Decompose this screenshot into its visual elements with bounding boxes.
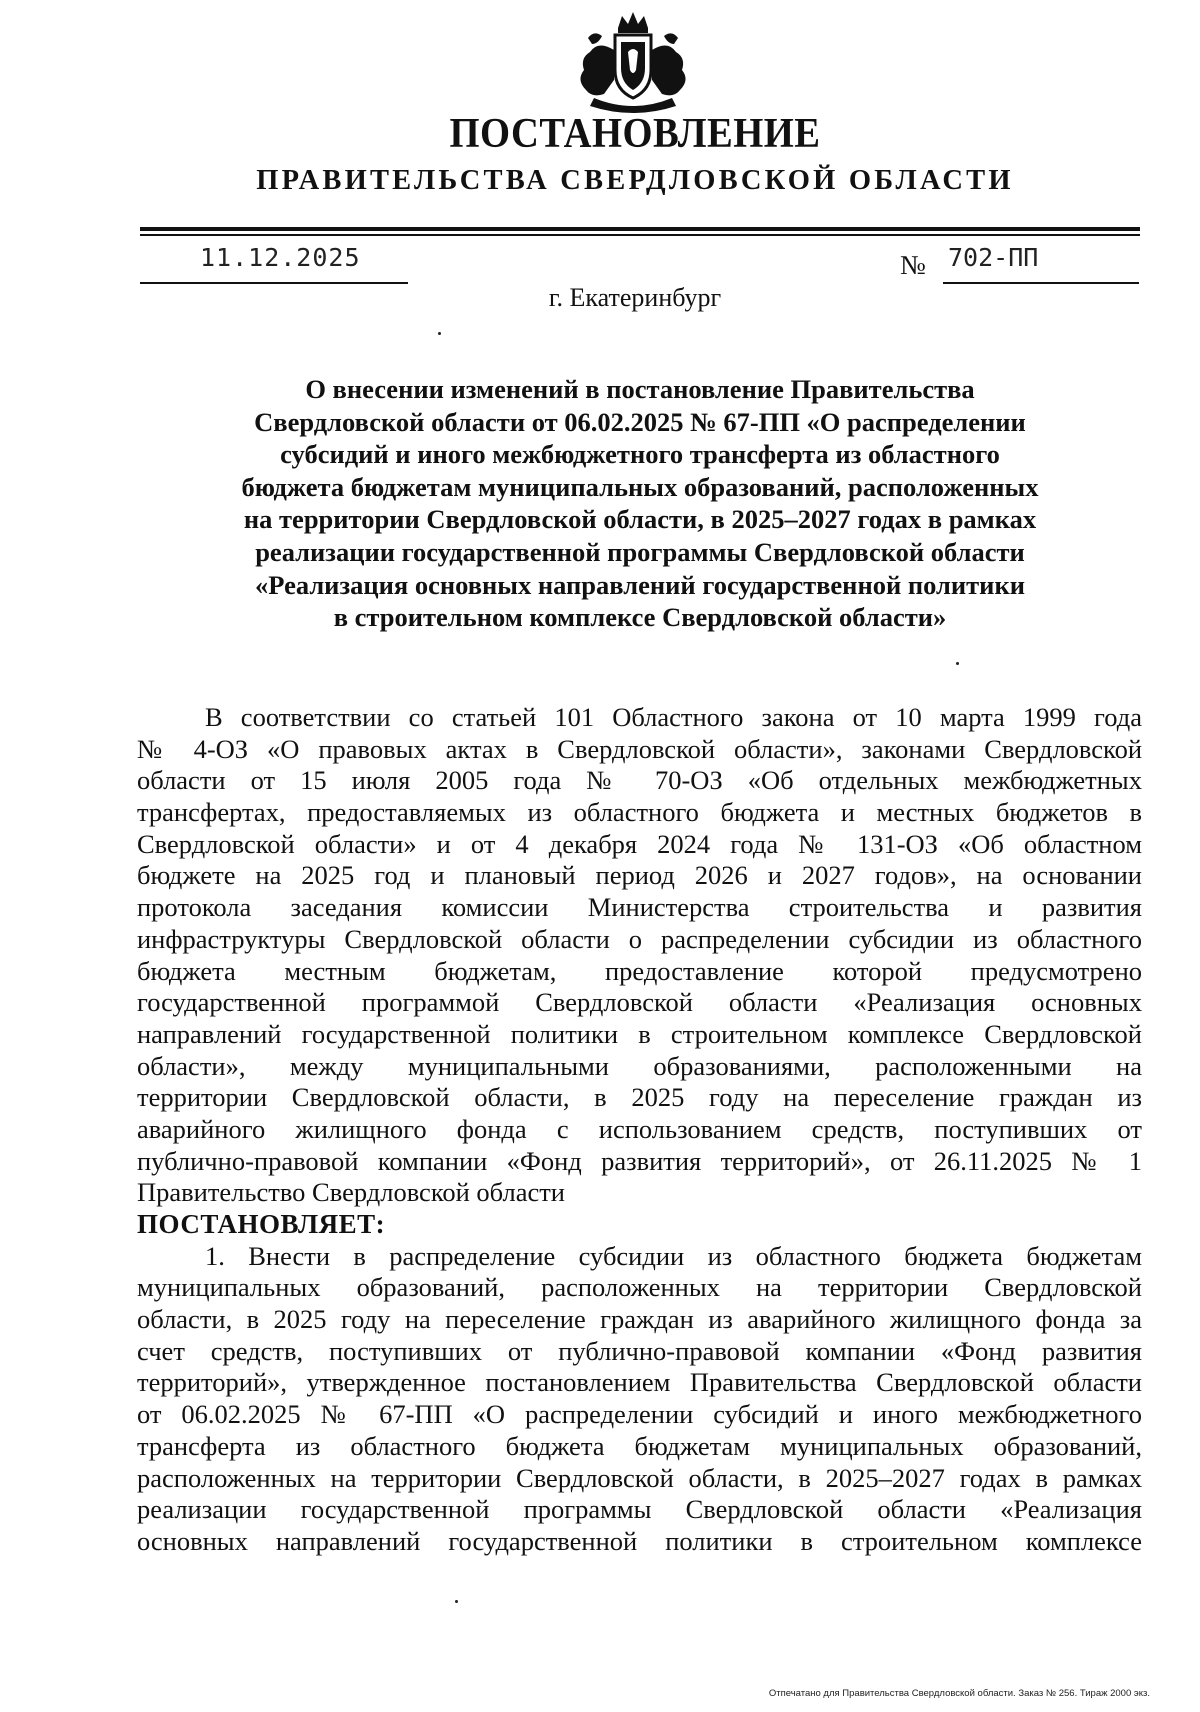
preamble-line: № 4-ОЗ «О правовых актах в Свердловской области», законами Свердловской bbox=[137, 733, 1142, 764]
preamble-line: области», между муниципальными образованиями, расположенными на bbox=[137, 1050, 1142, 1081]
preamble-line: государственной программой Свердловской области «Реализация основных bbox=[137, 987, 1142, 1018]
item-1-line: от 06.02.2025 № 67-ПП «О распределении субсидий и иного межбюджетного bbox=[137, 1399, 1142, 1430]
heading-line: на территории Свердловской области, в 2025–2027 годах в рамках bbox=[243, 504, 1037, 535]
item-1-line: 1. Внести в распределение субсидии из областного бюджета бюджетам bbox=[205, 1240, 1142, 1271]
heading-line: реализации государственной программы Свердловской области bbox=[255, 536, 1025, 567]
item-1-line: территорий», утвержденное постановлением Правительства Свердловской области bbox=[137, 1367, 1142, 1398]
scan-speck bbox=[956, 662, 959, 665]
heading-line: О внесении изменений в постановление Правительства bbox=[305, 374, 975, 404]
heading-line: бюджета бюджетам муниципальных образований, расположенных bbox=[241, 471, 1039, 502]
document-city: г. Екатеринбург bbox=[548, 283, 722, 312]
preamble-line: трансфертах, предоставляемых из областного бюджета и местных бюджетов в bbox=[137, 797, 1142, 828]
document-date: 11.12.2025 bbox=[200, 243, 361, 272]
document-body bbox=[137, 702, 1142, 1558]
preamble-line: инфраструктуры Свердловской области о распределении субсидии из областного bbox=[137, 923, 1142, 954]
document-title: ПОСТАНОВЛЕНИЕ bbox=[449, 111, 821, 157]
heading-line: Свердловской области от 06.02.2025 № 67-ПП «О распределении bbox=[254, 406, 1026, 437]
print-footer: Отпечатано для Правительства Свердловской области. Заказ № 256. Тираж 2000 экз. bbox=[768, 1688, 1150, 1699]
number-sign: № bbox=[900, 250, 926, 280]
heading-line: «Реализация основных направлений государственной политики bbox=[254, 569, 1025, 600]
heading-line: в строительном комплексе Свердловской области» bbox=[333, 602, 947, 633]
heading-line: субсидий и иного межбюджетного трансферта из областного bbox=[280, 439, 1000, 470]
item-1-line: муниципальных образований, расположенных на территории Свердловской bbox=[137, 1272, 1142, 1303]
preamble-line: бюджета местным бюджетам, предоставление которой предусмотрено bbox=[137, 955, 1142, 986]
document-subtitle: ПРАВИТЕЛЬСТВА СВЕРДЛОВСКОЙ ОБЛАСТИ bbox=[256, 165, 1014, 196]
header-divider-thin bbox=[140, 234, 1140, 236]
preamble-line: направлений государственной политики в строительном комплексе Свердловской bbox=[137, 1018, 1142, 1049]
scan-speck bbox=[455, 1600, 458, 1603]
preamble-line: области от 15 июля 2005 года № 70-ОЗ «Об отдельных межбюджетных bbox=[137, 765, 1142, 796]
preamble-line: публично-правовой компании «Фонд развития территорий», от 26.11.2025 № 1 bbox=[137, 1145, 1142, 1176]
preamble-line: протокола заседания комиссии Министерства строительства и развития bbox=[137, 892, 1142, 923]
document-heading bbox=[140, 373, 1140, 634]
header-divider bbox=[140, 227, 1140, 231]
preamble-line: аварийного жилищного фонда с использованием средств, поступивших от bbox=[137, 1113, 1142, 1144]
preamble-line: бюджете на 2025 год и плановый период 2026 и 2027 годов», на основании bbox=[137, 860, 1142, 891]
scan-speck bbox=[438, 332, 441, 335]
item-1-line: счет средств, поступивших от публично-правовой компании «Фонд развития bbox=[137, 1335, 1142, 1366]
item-1-line: области, в 2025 году на переселение граждан из аварийного жилищного фонда за bbox=[137, 1304, 1142, 1335]
coat-of-arms-icon bbox=[558, 10, 708, 116]
document-number: 702-ПП bbox=[948, 243, 1039, 272]
preamble-line: территории Свердловской области, в 2025 году на переселение граждан из bbox=[137, 1082, 1142, 1113]
item-1-line: основных направлений государственной политики в строительном комплексе bbox=[137, 1525, 1142, 1556]
item-1-line: расположенных на территории Свердловской области, в 2025–2027 годах в рамках bbox=[137, 1462, 1142, 1493]
preamble-line: Правительство Свердловской области bbox=[137, 1177, 565, 1208]
item-1-line: трансферта из областного бюджета бюджетам муниципальных образований, bbox=[137, 1430, 1142, 1461]
preamble-line: Свердловской области» и от 4 декабря 2024 года № 131-ОЗ «Об областном bbox=[137, 828, 1142, 859]
item-1-line: реализации государственной программы Свердловской области «Реализация bbox=[137, 1494, 1142, 1525]
preamble-line: В соответствии со статьей 101 Областного закона от 10 марта 1999 года bbox=[205, 702, 1142, 732]
decree-word: ПОСТАНОВЛЯЕТ: bbox=[137, 1209, 386, 1239]
